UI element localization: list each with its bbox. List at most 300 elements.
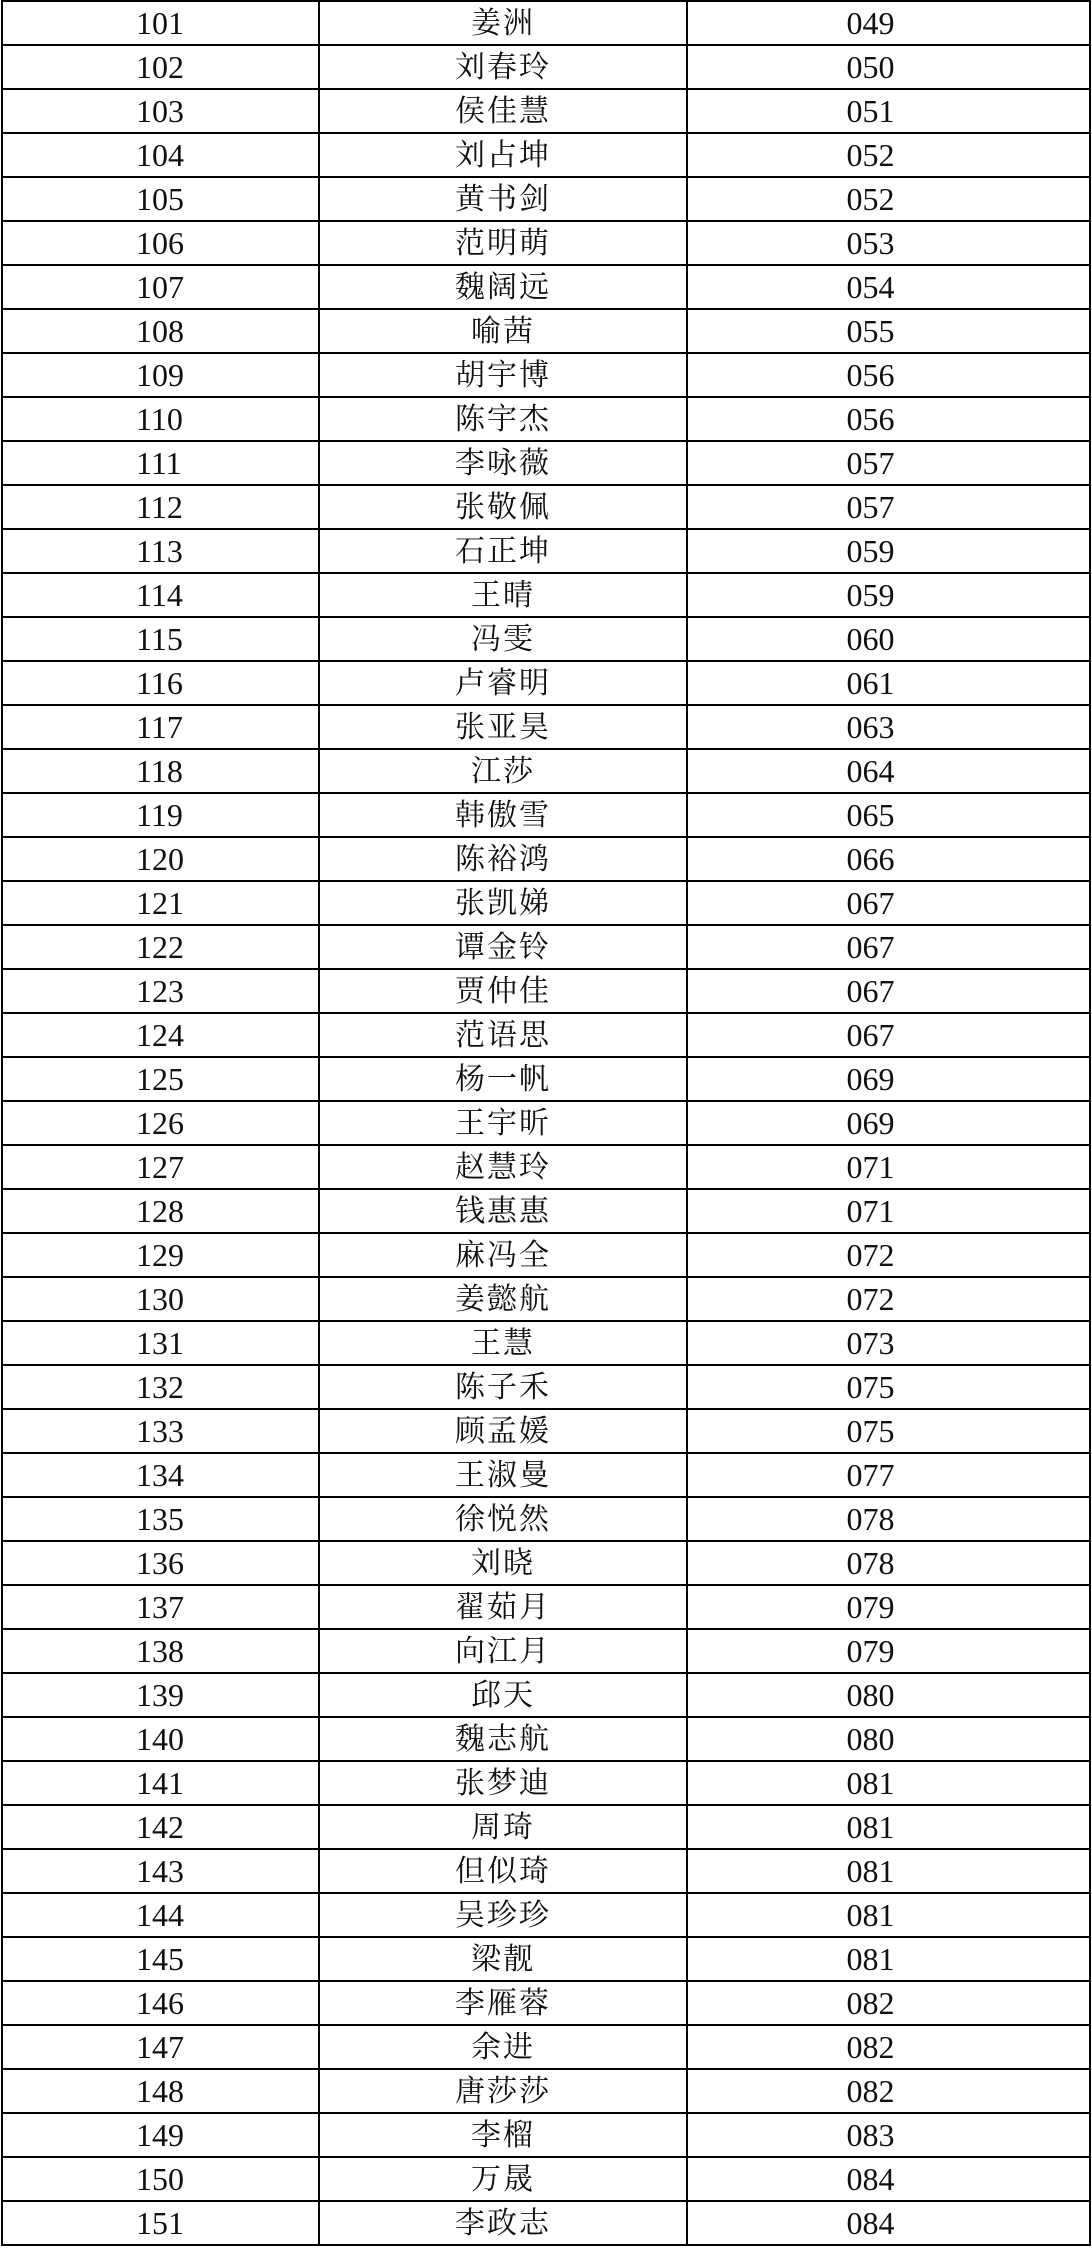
row-number-cell: 121 <box>2 881 319 925</box>
name-text: 余进 <box>471 2030 535 2065</box>
row-number-cell: 119 <box>2 793 319 837</box>
name-cell <box>319 1409 687 1453</box>
name-text: 贾仲佳 <box>455 974 551 1009</box>
code-text: 059 <box>846 533 895 569</box>
table-row <box>2 177 1090 221</box>
table-row <box>2 1893 1090 1937</box>
table-row <box>2 705 1090 749</box>
code-cell <box>687 1717 1090 1761</box>
code-cell <box>687 617 1090 661</box>
table-row <box>2 353 1090 397</box>
row-number-cell: 137 <box>2 1585 319 1629</box>
name-text: 徐悦然 <box>455 1502 551 1537</box>
row-number-cell: 109 <box>2 353 319 397</box>
name-cell <box>319 925 687 969</box>
code-cell <box>687 1937 1090 1981</box>
code-cell <box>687 89 1090 133</box>
code-cell <box>687 2201 1090 2245</box>
code-cell <box>687 969 1090 1013</box>
name-cell <box>319 1145 687 1189</box>
code-text: 081 <box>846 1853 895 1889</box>
name-cell <box>319 1761 687 1805</box>
row-number-cell: 129 <box>2 1233 319 1277</box>
roster-table <box>1 0 1091 2246</box>
table-row <box>2 45 1090 89</box>
code-text: 055 <box>846 313 895 349</box>
code-cell <box>687 749 1090 793</box>
row-number-cell: 116 <box>2 661 319 705</box>
row-number-cell: 113 <box>2 529 319 573</box>
code-text: 083 <box>846 2117 895 2153</box>
row-number-cell: 110 <box>2 397 319 441</box>
code-text: 067 <box>846 929 895 965</box>
name-cell <box>319 617 687 661</box>
code-text: 080 <box>846 1677 895 1713</box>
name-cell <box>319 749 687 793</box>
name-text: 翟茹月 <box>455 1590 551 1625</box>
code-text: 075 <box>846 1369 895 1405</box>
table-row <box>2 397 1090 441</box>
code-text: 073 <box>846 1325 895 1361</box>
row-number-cell: 117 <box>2 705 319 749</box>
row-number-cell: 146 <box>2 1981 319 2025</box>
name-cell <box>319 1453 687 1497</box>
code-text: 060 <box>846 621 895 657</box>
code-cell <box>687 1893 1090 1937</box>
code-text: 065 <box>846 797 895 833</box>
row-number-cell: 127 <box>2 1145 319 1189</box>
name-text: 向江月 <box>455 1634 551 1669</box>
row-number-cell: 140 <box>2 1717 319 1761</box>
row-number-cell: 114 <box>2 573 319 617</box>
table-row <box>2 1717 1090 1761</box>
code-text: 082 <box>846 2029 895 2065</box>
name-text: 姜洲 <box>471 6 535 41</box>
name-text: 王宇昕 <box>455 1106 551 1141</box>
row-number-cell: 115 <box>2 617 319 661</box>
table-row <box>2 1453 1090 1497</box>
code-cell <box>687 1805 1090 1849</box>
table-row <box>2 881 1090 925</box>
table-row <box>2 529 1090 573</box>
code-cell <box>687 45 1090 89</box>
table-row <box>2 1629 1090 1673</box>
name-cell <box>319 1849 687 1893</box>
table-row <box>2 969 1090 1013</box>
name-text: 张亚昊 <box>455 710 551 745</box>
code-cell <box>687 705 1090 749</box>
name-text: 王慧 <box>471 1326 535 1361</box>
name-cell <box>319 1277 687 1321</box>
name-text: 李政志 <box>455 2206 551 2241</box>
name-cell <box>319 309 687 353</box>
name-text: 杨一帆 <box>455 1062 551 1097</box>
name-cell <box>319 1233 687 1277</box>
row-number-cell: 128 <box>2 1189 319 1233</box>
name-text: 吴珍珍 <box>455 1898 551 1933</box>
code-cell <box>687 1277 1090 1321</box>
name-text: 李咏薇 <box>455 446 551 481</box>
row-number-cell: 132 <box>2 1365 319 1409</box>
name-cell <box>319 1629 687 1673</box>
table-row <box>2 1937 1090 1981</box>
code-text: 071 <box>846 1149 895 1185</box>
row-number-cell: 107 <box>2 265 319 309</box>
code-text: 081 <box>846 1941 895 1977</box>
name-text: 张敬佩 <box>455 490 551 525</box>
row-number-cell: 101 <box>2 1 319 45</box>
name-text: 侯佳慧 <box>455 94 551 129</box>
name-cell <box>319 45 687 89</box>
name-text: 黄书剑 <box>455 182 551 217</box>
row-number-cell: 143 <box>2 1849 319 1893</box>
table-row <box>2 1277 1090 1321</box>
code-cell <box>687 1453 1090 1497</box>
code-cell <box>687 397 1090 441</box>
code-text: 069 <box>846 1105 895 1141</box>
name-cell <box>319 969 687 1013</box>
table-row <box>2 1321 1090 1365</box>
name-text: 刘占坤 <box>455 138 551 173</box>
code-text: 072 <box>846 1237 895 1273</box>
name-text: 范明萌 <box>455 226 551 261</box>
name-text: 姜懿航 <box>455 1282 551 1317</box>
name-cell <box>319 2069 687 2113</box>
row-number-cell: 133 <box>2 1409 319 1453</box>
code-text: 052 <box>846 137 895 173</box>
code-text: 057 <box>846 489 895 525</box>
row-number-cell: 142 <box>2 1805 319 1849</box>
name-text: 冯雯 <box>471 622 535 657</box>
table-row <box>2 1013 1090 1057</box>
name-text: 陈宇杰 <box>455 402 551 437</box>
row-number-cell: 148 <box>2 2069 319 2113</box>
name-text: 范语思 <box>455 1018 551 1053</box>
row-number-cell: 151 <box>2 2201 319 2245</box>
name-text: 梁靓 <box>471 1942 535 1977</box>
table-row <box>2 1673 1090 1717</box>
name-text: 陈裕鸿 <box>455 842 551 877</box>
code-cell <box>687 837 1090 881</box>
code-text: 063 <box>846 709 895 745</box>
name-cell <box>319 705 687 749</box>
name-cell <box>319 177 687 221</box>
roster-table-body <box>2 1 1090 2245</box>
table-row <box>2 617 1090 661</box>
code-cell <box>687 661 1090 705</box>
row-number-cell: 112 <box>2 485 319 529</box>
name-text: 但似琦 <box>455 1854 551 1889</box>
name-text: 麻冯全 <box>455 1238 551 1273</box>
name-text: 赵慧玲 <box>455 1150 551 1185</box>
code-cell <box>687 925 1090 969</box>
code-text: 057 <box>846 445 895 481</box>
code-cell <box>687 265 1090 309</box>
row-number-cell: 122 <box>2 925 319 969</box>
row-number-cell: 138 <box>2 1629 319 1673</box>
code-cell <box>687 133 1090 177</box>
code-text: 084 <box>846 2205 895 2241</box>
name-cell <box>319 1101 687 1145</box>
code-text: 056 <box>846 401 895 437</box>
table-row <box>2 2069 1090 2113</box>
name-cell <box>319 1717 687 1761</box>
code-cell <box>687 1321 1090 1365</box>
code-text: 067 <box>846 973 895 1009</box>
name-cell <box>319 881 687 925</box>
row-number-cell: 131 <box>2 1321 319 1365</box>
table-row <box>2 1761 1090 1805</box>
code-cell <box>687 221 1090 265</box>
table-row <box>2 2201 1090 2245</box>
code-cell <box>687 1365 1090 1409</box>
name-cell <box>319 661 687 705</box>
name-text: 万晟 <box>471 2162 535 2197</box>
table-row <box>2 1585 1090 1629</box>
row-number-cell: 102 <box>2 45 319 89</box>
code-text: 054 <box>846 269 895 305</box>
name-text: 顾孟媛 <box>455 1414 551 1449</box>
name-cell <box>319 485 687 529</box>
table-row <box>2 309 1090 353</box>
name-cell <box>319 1893 687 1937</box>
name-cell <box>319 573 687 617</box>
name-cell <box>319 221 687 265</box>
row-number-cell: 134 <box>2 1453 319 1497</box>
name-text: 卢睿明 <box>455 666 551 701</box>
code-text: 056 <box>846 357 895 393</box>
row-number-cell: 103 <box>2 89 319 133</box>
table-row <box>2 1849 1090 1893</box>
name-cell <box>319 1937 687 1981</box>
code-cell <box>687 2157 1090 2201</box>
name-cell <box>319 1805 687 1849</box>
name-cell <box>319 1365 687 1409</box>
row-number-cell: 135 <box>2 1497 319 1541</box>
code-cell <box>687 1233 1090 1277</box>
name-cell <box>319 1321 687 1365</box>
name-text: 周琦 <box>471 1810 535 1845</box>
name-text: 魏阔远 <box>455 270 551 305</box>
row-number-cell: 104 <box>2 133 319 177</box>
table-row <box>2 1057 1090 1101</box>
code-text: 059 <box>846 577 895 613</box>
code-cell <box>687 1497 1090 1541</box>
table-row <box>2 1541 1090 1585</box>
row-number-cell: 141 <box>2 1761 319 1805</box>
code-cell <box>687 485 1090 529</box>
name-cell <box>319 1013 687 1057</box>
code-cell <box>687 2069 1090 2113</box>
code-text: 077 <box>846 1457 895 1493</box>
table-row <box>2 441 1090 485</box>
name-cell <box>319 441 687 485</box>
code-text: 052 <box>846 181 895 217</box>
name-cell <box>319 353 687 397</box>
code-cell <box>687 1849 1090 1893</box>
name-cell <box>319 265 687 309</box>
name-text: 谭金铃 <box>455 930 551 965</box>
table-row <box>2 1101 1090 1145</box>
table-row <box>2 837 1090 881</box>
code-cell <box>687 1013 1090 1057</box>
name-cell <box>319 793 687 837</box>
row-number-cell: 136 <box>2 1541 319 1585</box>
name-cell <box>319 1981 687 2025</box>
row-number-cell: 106 <box>2 221 319 265</box>
code-cell <box>687 1409 1090 1453</box>
table-row <box>2 1981 1090 2025</box>
row-number-cell: 120 <box>2 837 319 881</box>
table-row <box>2 925 1090 969</box>
name-cell <box>319 2157 687 2201</box>
code-cell <box>687 881 1090 925</box>
name-text: 江莎 <box>471 754 535 789</box>
name-cell <box>319 837 687 881</box>
code-cell <box>687 1981 1090 2025</box>
row-number-cell: 144 <box>2 1893 319 1937</box>
row-number-cell: 111 <box>2 441 319 485</box>
name-cell <box>319 2201 687 2245</box>
code-text: 061 <box>846 665 895 701</box>
code-text: 075 <box>846 1413 895 1449</box>
code-text: 079 <box>846 1589 895 1625</box>
code-text: 053 <box>846 225 895 261</box>
row-number-cell: 123 <box>2 969 319 1013</box>
table-row <box>2 221 1090 265</box>
table-row <box>2 1497 1090 1541</box>
code-text: 081 <box>846 1765 895 1801</box>
table-row <box>2 749 1090 793</box>
table-row <box>2 133 1090 177</box>
code-cell <box>687 1189 1090 1233</box>
name-text: 韩傲雪 <box>455 798 551 833</box>
table-row <box>2 1233 1090 1277</box>
name-text: 张凯娣 <box>455 886 551 921</box>
row-number-cell: 125 <box>2 1057 319 1101</box>
name-text: 张梦迪 <box>455 1766 551 1801</box>
table-row <box>2 2025 1090 2069</box>
code-cell <box>687 1101 1090 1145</box>
code-text: 081 <box>846 1809 895 1845</box>
table-row <box>2 1365 1090 1409</box>
code-cell <box>687 1629 1090 1673</box>
name-text: 喻茜 <box>471 314 535 349</box>
name-cell <box>319 397 687 441</box>
name-cell <box>319 1673 687 1717</box>
row-number-cell: 108 <box>2 309 319 353</box>
table-row <box>2 1 1090 45</box>
name-cell <box>319 529 687 573</box>
table-row <box>2 661 1090 705</box>
row-number-cell: 139 <box>2 1673 319 1717</box>
name-cell <box>319 1541 687 1585</box>
code-text: 080 <box>846 1721 895 1757</box>
table-row <box>2 1805 1090 1849</box>
name-text: 魏志航 <box>455 1722 551 1757</box>
name-text: 胡宇博 <box>455 358 551 393</box>
code-cell <box>687 1541 1090 1585</box>
table-row <box>2 1145 1090 1189</box>
code-text: 079 <box>846 1633 895 1669</box>
table-row <box>2 2157 1090 2201</box>
code-text: 081 <box>846 1897 895 1933</box>
row-number-cell: 150 <box>2 2157 319 2201</box>
code-cell <box>687 309 1090 353</box>
code-text: 050 <box>846 49 895 85</box>
code-cell <box>687 1057 1090 1101</box>
code-cell <box>687 573 1090 617</box>
row-number-cell: 124 <box>2 1013 319 1057</box>
name-text: 李雁蓉 <box>455 1986 551 2021</box>
name-text: 钱惠惠 <box>455 1194 551 1229</box>
table-row <box>2 573 1090 617</box>
code-cell <box>687 441 1090 485</box>
code-text: 078 <box>846 1501 895 1537</box>
table-row <box>2 793 1090 837</box>
code-cell <box>687 1145 1090 1189</box>
name-cell <box>319 133 687 177</box>
row-number-cell: 147 <box>2 2025 319 2069</box>
code-text: 082 <box>846 2073 895 2109</box>
code-cell <box>687 1585 1090 1629</box>
name-text: 邱天 <box>471 1678 535 1713</box>
code-text: 051 <box>846 93 895 129</box>
table-row <box>2 2113 1090 2157</box>
name-text: 石正坤 <box>455 534 551 569</box>
name-cell <box>319 2025 687 2069</box>
name-text: 刘晓 <box>471 1546 535 1581</box>
table-row <box>2 1409 1090 1453</box>
code-text: 078 <box>846 1545 895 1581</box>
code-text: 067 <box>846 885 895 921</box>
name-cell <box>319 1585 687 1629</box>
table-row <box>2 265 1090 309</box>
name-cell <box>319 1497 687 1541</box>
code-cell <box>687 1673 1090 1717</box>
name-cell <box>319 1057 687 1101</box>
code-cell <box>687 1761 1090 1805</box>
name-cell <box>319 1189 687 1233</box>
name-cell <box>319 89 687 133</box>
code-text: 064 <box>846 753 895 789</box>
table-row <box>2 485 1090 529</box>
code-cell <box>687 353 1090 397</box>
row-number-cell: 126 <box>2 1101 319 1145</box>
code-cell <box>687 177 1090 221</box>
code-text: 082 <box>846 1985 895 2021</box>
code-cell <box>687 2113 1090 2157</box>
code-text: 066 <box>846 841 895 877</box>
name-text: 李榴 <box>471 2118 535 2153</box>
table-row <box>2 89 1090 133</box>
name-text: 王晴 <box>471 578 535 613</box>
name-cell <box>319 2113 687 2157</box>
code-text: 049 <box>846 5 895 41</box>
row-number-cell: 145 <box>2 1937 319 1981</box>
code-text: 071 <box>846 1193 895 1229</box>
name-text: 陈子禾 <box>455 1370 551 1405</box>
table-row <box>2 1189 1090 1233</box>
code-cell <box>687 529 1090 573</box>
code-text: 067 <box>846 1017 895 1053</box>
name-cell <box>319 1 687 45</box>
row-number-cell: 130 <box>2 1277 319 1321</box>
code-cell <box>687 793 1090 837</box>
name-text: 刘春玲 <box>455 50 551 85</box>
code-cell <box>687 1 1090 45</box>
code-text: 084 <box>846 2161 895 2197</box>
